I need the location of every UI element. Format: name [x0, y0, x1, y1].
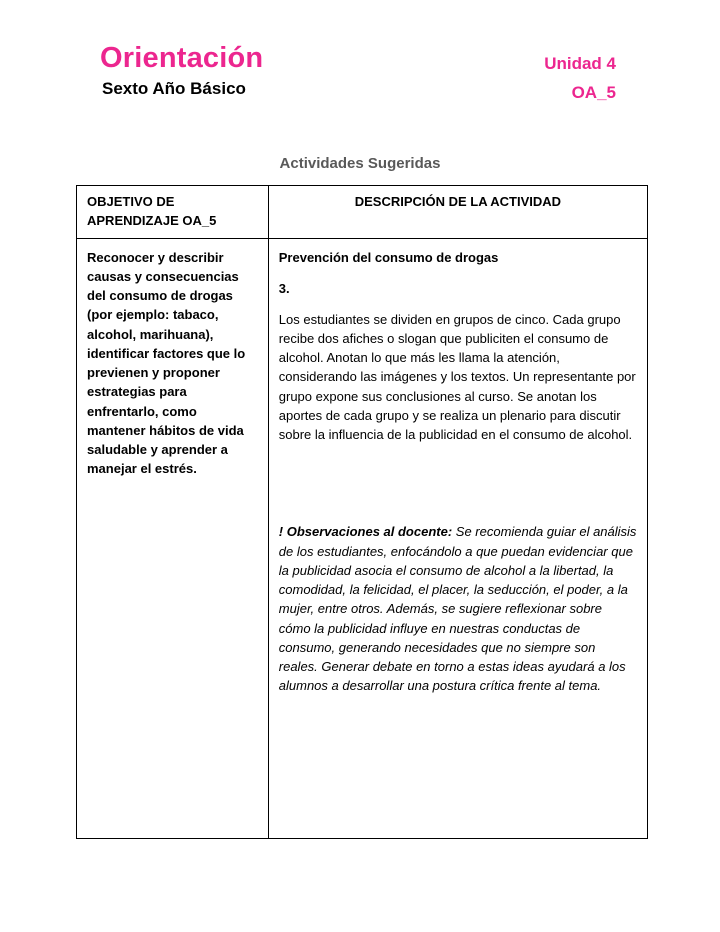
teacher-note-text: Se recomienda guiar el análisis de los estudiantes, enfocándolo a que puedan evidenciar que la publicidad asocia el consumo de alcohol a la libertad, la comodidad, la felicidad, el placer, la seducción, el poder, a la mujer, entre otros. Además, se sugiere reflexionar sobre cómo la publicidad influye en nuestras conductas de consumo, generando necesidades que no siempre son reales. Generar debate en torno a estas ideas ayudará a los alumnos a desarrollar una postura crítica frente al tema. — [278, 524, 637, 694]
activity-title: Prevención del consumo de drogas — [278, 249, 499, 265]
unit-label: Unidad 4 — [544, 54, 616, 73]
table-header-row — [77, 186, 648, 239]
description-cell — [268, 238, 647, 838]
grade-level: Sexto Año Básico — [102, 79, 246, 98]
activity-number: 3. — [278, 280, 290, 296]
header-left — [100, 42, 263, 99]
header-right — [544, 42, 616, 103]
activity-description: Los estudiantes se dividen en grupos de cinco. Cada grupo recibe dos afiches o slogan que publiciten el consumo de alcohol. Anotan lo que más les llama la atención, considerando las imágenes y los textos. Un representante por grupo expone sus conclusiones al curso. Se anotan los aportes de cada grupo y se realiza un plenario para discutir sobre la influencia de la publicidad en el consumo de alcohol. — [278, 311, 636, 443]
document-header — [0, 0, 720, 103]
objective-cell — [77, 238, 269, 838]
teacher-note — [279, 522, 637, 695]
oa-code: OA_5 — [571, 83, 616, 102]
teacher-note-label: ! Observaciones al docente: — [278, 524, 456, 540]
column-header-description: DESCRIPCIÓN DE LA ACTIVIDAD — [268, 186, 647, 239]
objective-text: Reconocer y describir causas y consecuencias del consumo de drogas (por ejemplo: tabaco, alcohol, marihuana), identificar factores que lo previenen y proponer estrategias para enfrentarlo, como mantener hábitos de vida saludable y aprender a manejar el estrés. — [87, 249, 246, 477]
page-title: Actividades Sugeridas — [279, 155, 441, 172]
column-header-objective: OBJETIVO DE APRENDIZAJE OA_5 — [77, 186, 269, 239]
activities-table — [76, 185, 648, 839]
subject-title: Orientación — [100, 42, 264, 74]
table-body-row — [77, 238, 648, 838]
